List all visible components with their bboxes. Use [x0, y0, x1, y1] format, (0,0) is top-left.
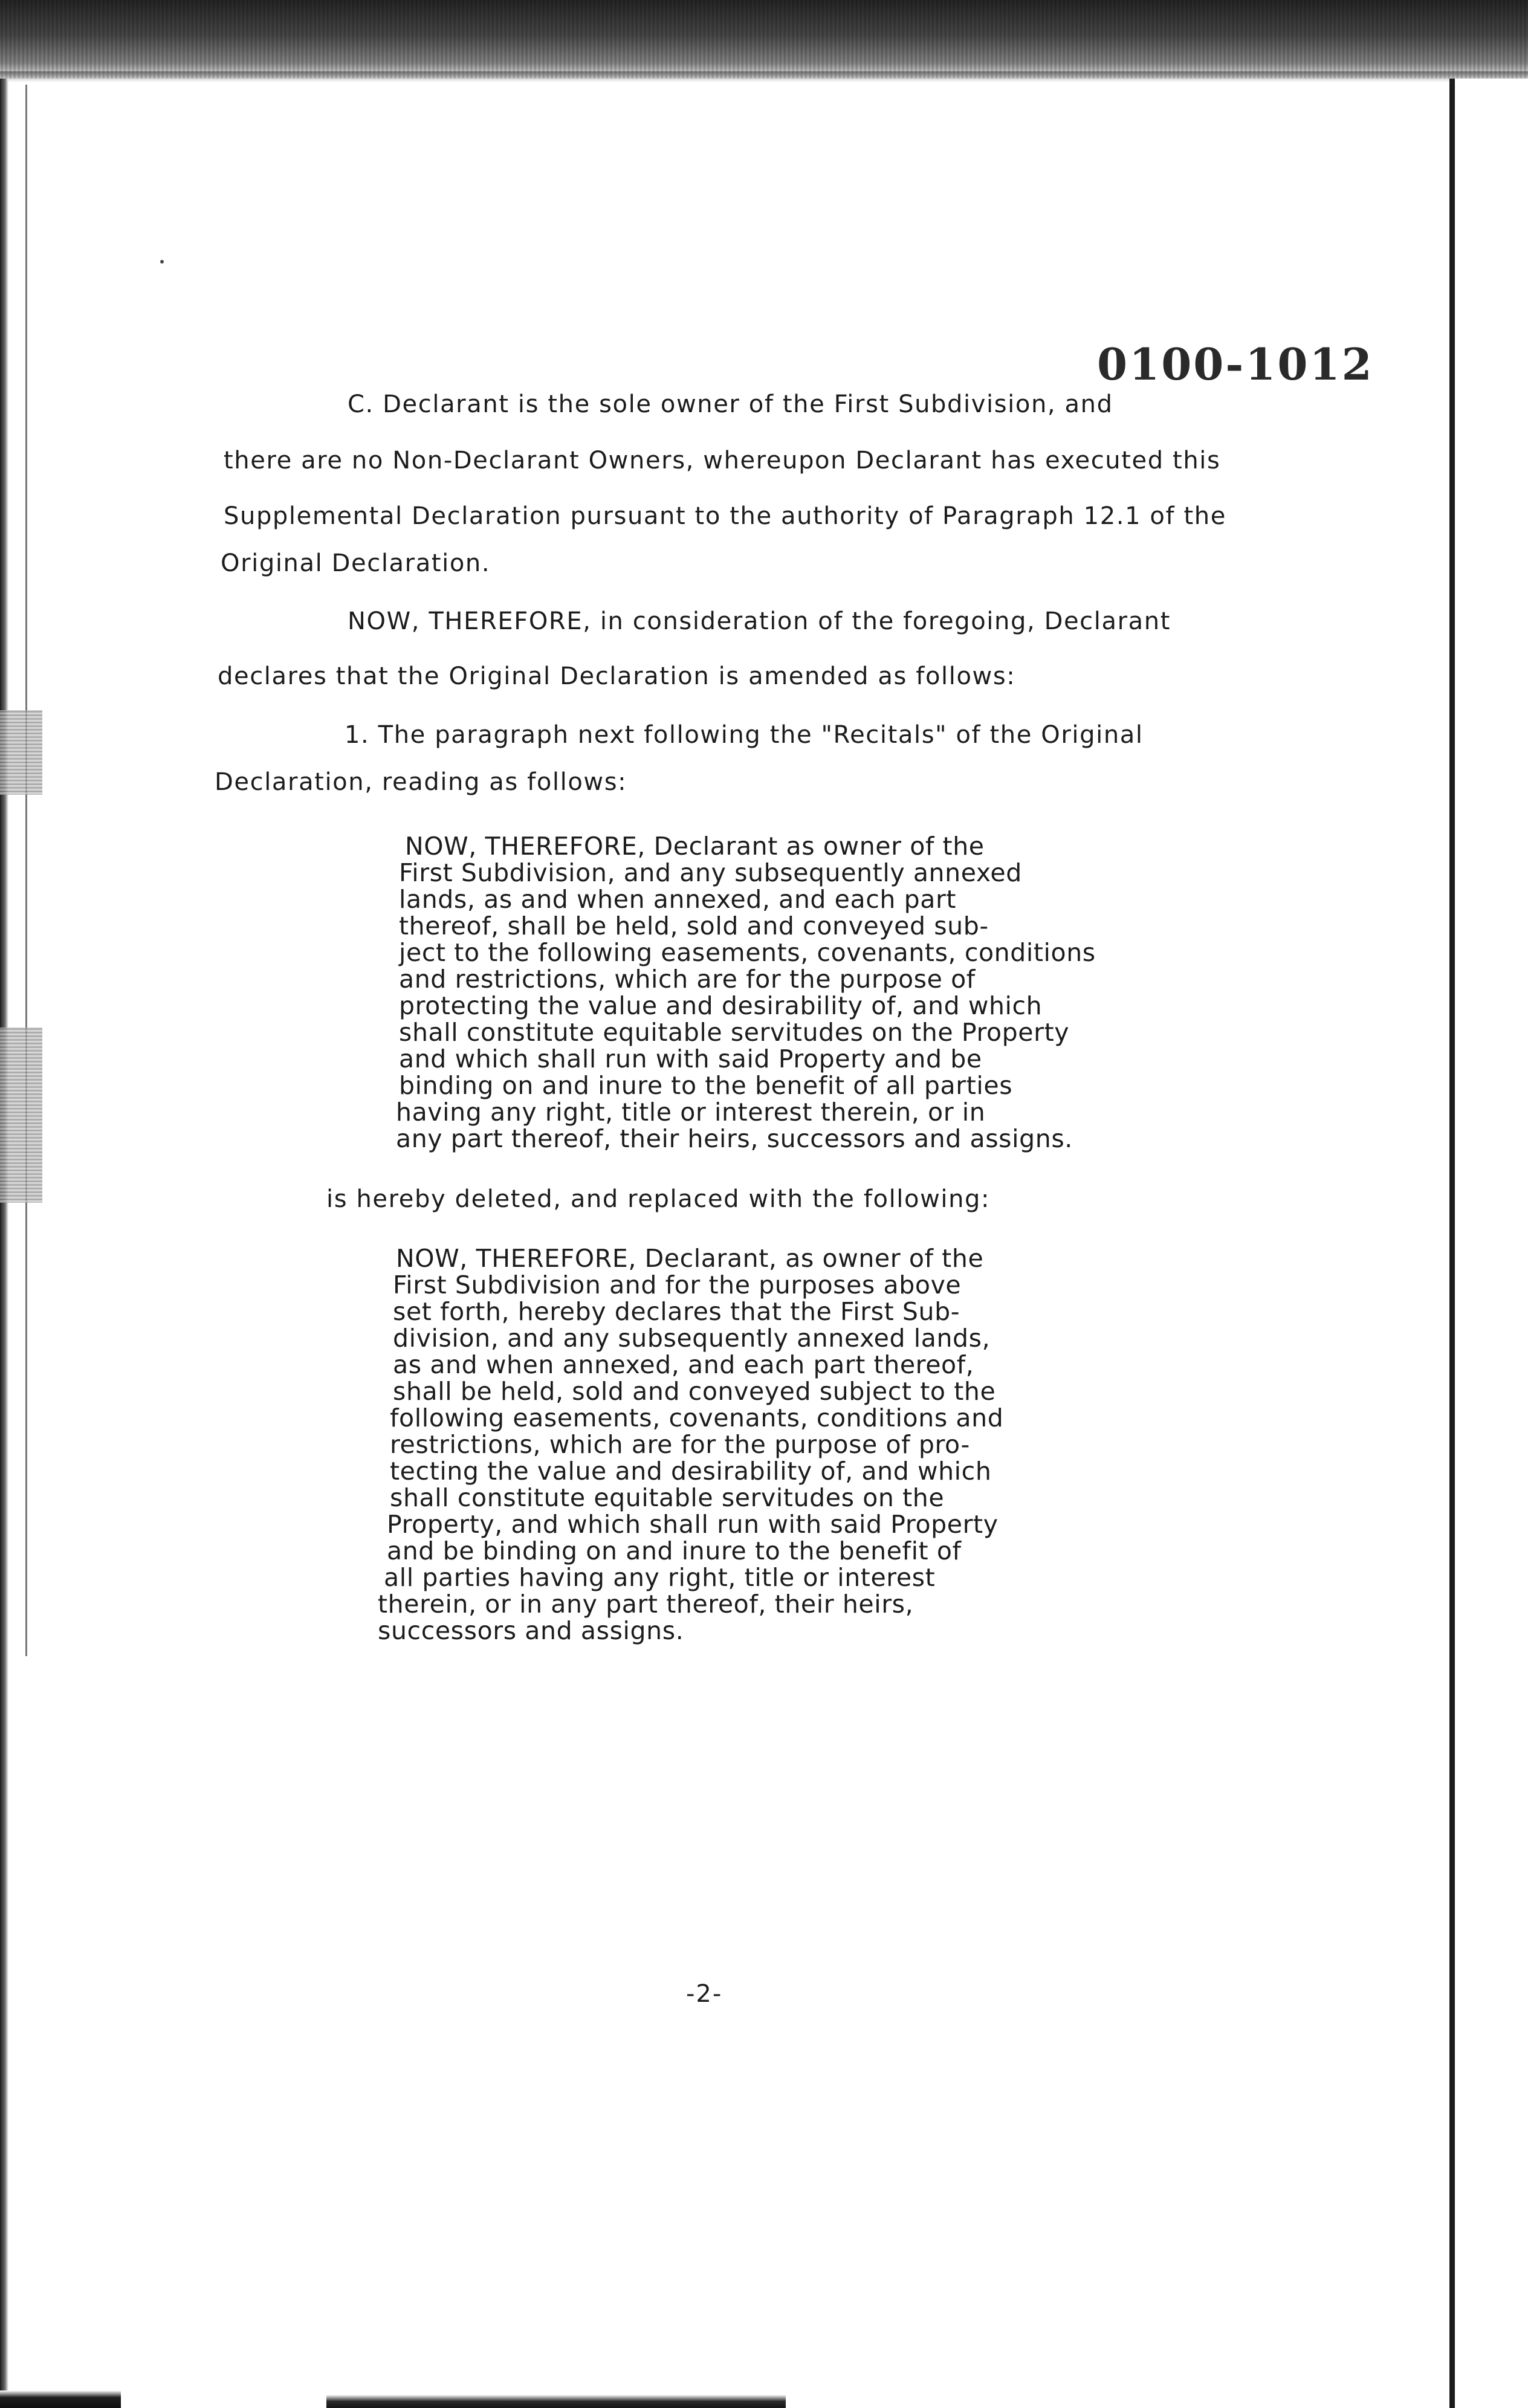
scan-bottom-artifact [326, 2395, 786, 2408]
paragraph-c-line: C. Declarant is the sole owner of the First Subdivision, and [348, 390, 1113, 418]
paragraph-c-line: there are no Non-Declarant Owners, whereupon Declarant has executed this [224, 447, 1221, 474]
scan-smudge [0, 1028, 42, 1203]
scan-right-margin [1455, 79, 1528, 2408]
original-quote-line: NOW, THEREFORE, Declarant as owner of the [405, 832, 985, 861]
original-quote-line: protecting the value and desirability of, and which [399, 991, 1043, 1020]
original-quote-line: having any right, title or interest therein, or in [396, 1098, 986, 1127]
scan-left-line [25, 85, 27, 1656]
replacement-quote-line: NOW, THEREFORE, Declarant, as owner of the [396, 1244, 984, 1273]
scan-right-border [1449, 79, 1455, 2408]
original-quote-line: ject to the following easements, covenants, conditions [399, 938, 1096, 967]
scan-bottom-artifact [0, 2390, 121, 2408]
replacement-quote-line: tecting the value and desirability of, and which [390, 1457, 992, 1486]
original-quote-line: First Subdivision, and any subsequently annexed [399, 858, 1022, 887]
replacement-quote-line: shall be held, sold and conveyed subject to the [393, 1377, 996, 1406]
replacement-quote-line: shall constitute equitable servitudes on the [390, 1483, 945, 1512]
document-number-stamp: 0100-1012 [1097, 338, 1374, 390]
original-quote-line: and restrictions, which are for the purpose of [399, 965, 976, 994]
now-therefore-line: declares that the Original Declaration is amended as follows: [218, 662, 1016, 690]
original-quote-line: binding on and inure to the benefit of all parties [399, 1071, 1013, 1100]
scan-smudge [0, 710, 42, 795]
paragraph-c-line: Supplemental Declaration pursuant to the authority of Paragraph 12.1 of the [224, 502, 1226, 530]
replacement-quote-line: First Subdivision and for the purposes above [393, 1270, 962, 1299]
replacement-intro: is hereby deleted, and replaced with the following: [326, 1185, 991, 1213]
original-quote-line: lands, as and when annexed, and each part [399, 885, 957, 914]
paragraph-c-line: Original Declaration. [221, 549, 491, 577]
replacement-quote-line: therein, or in any part thereof, their heirs, [378, 1590, 914, 1619]
original-quote-line: shall constitute equitable servitudes on the Property [399, 1018, 1070, 1047]
replacement-quote-line: all parties having any right, title or interest [384, 1563, 936, 1592]
replacement-quote-line: successors and assigns. [378, 1616, 684, 1645]
page-number: -2- [686, 1980, 723, 2008]
replacement-quote-line: following easements, covenants, conditions and [390, 1403, 1004, 1432]
scan-top-border [0, 0, 1528, 79]
scan-top-shadow [0, 71, 1528, 82]
replacement-quote-line: and be binding on and inure to the benefit of [387, 1536, 962, 1565]
original-quote-line: any part thereof, their heirs, successors and assigns. [396, 1124, 1073, 1153]
replacement-quote-line: restrictions, which are for the purpose of pro- [390, 1430, 970, 1459]
replacement-quote-line: Property, and which shall run with said Property [387, 1510, 999, 1539]
now-therefore-line: NOW, THEREFORE, in consideration of the foregoing, Declarant [348, 607, 1171, 635]
scan-left-border [0, 79, 8, 2408]
original-quote-line: thereof, shall be held, sold and conveyed sub- [399, 911, 989, 940]
item-1-line: Declaration, reading as follows: [215, 768, 627, 796]
replacement-quote-line: set forth, hereby declares that the First Sub- [393, 1297, 960, 1326]
item-1-line: 1. The paragraph next following the "Recitals" of the Original [345, 721, 1144, 749]
scan-dot [160, 260, 164, 264]
replacement-quote-line: division, and any subsequently annexed lands, [393, 1324, 991, 1353]
replacement-quote-line: as and when annexed, and each part thereof, [393, 1350, 974, 1379]
original-quote-line: and which shall run with said Property and be [399, 1044, 982, 1073]
